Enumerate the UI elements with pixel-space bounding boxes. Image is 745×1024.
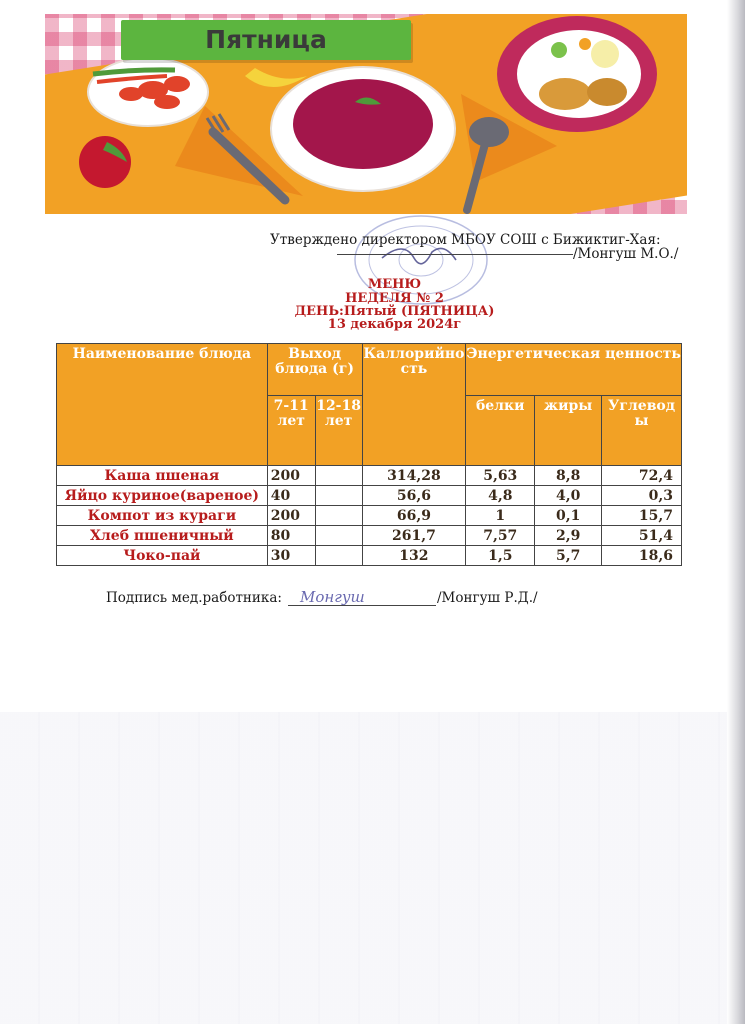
table-row [57,526,682,546]
calories-value: 56,6 [362,486,466,506]
table-row [57,506,682,526]
output-12-18 [315,466,362,486]
output-7-11: 80 [267,526,315,546]
output-12-18 [315,546,362,566]
day-title: Пятница [205,25,327,54]
fat-value: 2,9 [535,526,602,546]
protein-header: белки [466,396,535,466]
calories-value: 261,7 [362,526,466,546]
table-row [57,486,682,506]
soup-bowl-icon [271,67,455,191]
calories-header: Каллорийность [362,344,466,466]
day-label: ДЕНЬ:Пятый (ПЯТНИЦА) [294,304,495,319]
fat-value: 4,0 [535,486,602,506]
protein-value: 1,5 [466,546,535,566]
medic-signature-label: Подпись мед.работника: [106,590,282,606]
energy-header: Энергетическая ценность [466,344,682,396]
menu-title: МЕНЮ [367,277,422,292]
calories-value: 132 [362,546,466,566]
menu-date: 13 декабря 2024г [327,317,462,332]
output-7-11: 200 [267,466,315,486]
output-12-18 [315,506,362,526]
carbs-header: Углеводы [602,396,682,466]
dish-name: Каша пшеная [57,466,268,486]
protein-value: 4,8 [466,486,535,506]
director-signature-line [337,254,573,255]
fat-value: 0,1 [535,506,602,526]
medic-name: /Монгуш Р.Д./ [437,590,538,606]
menu-table [56,343,682,566]
carbs-value: 51,4 [602,526,682,546]
age-7-11-header: 7-11 лет [267,396,315,466]
protein-value: 7,57 [466,526,535,546]
carbs-value: 72,4 [602,466,682,486]
age-12-18-header: 12-18 лет [315,396,362,466]
carbs-value: 18,6 [602,546,682,566]
tomato-plate-icon [88,58,208,126]
dish-name: Хлеб пшеничный [57,526,268,546]
tomato-icon [79,136,131,188]
medic-handwritten-signature: Монгуш [300,588,365,606]
carbs-value: 0,3 [602,486,682,506]
output-12-18 [315,526,362,546]
dish-name: Компот из кураги [57,506,268,526]
fat-value: 5,7 [535,546,602,566]
output-7-11: 40 [267,486,315,506]
director-name: /Монгуш М.О./ [573,246,679,262]
calories-value: 314,28 [362,466,466,486]
menu-banner [45,14,687,214]
dish-name: Яйцо куриное(вареное) [57,486,268,506]
output-12-18 [315,486,362,506]
carbs-value: 15,7 [602,506,682,526]
dish-header: Наименование блюда [57,344,268,466]
week-number: НЕДЕЛЯ № 2 [345,291,444,306]
day-title-tab [121,20,411,60]
scanner-background [0,712,745,1024]
approval-text: Утверждено директором МБОУ СОШ с Бижиктиг-Хая: [270,232,661,248]
output-7-11: 200 [267,506,315,526]
table-row [57,546,682,566]
dish-name: Чоко-пай [57,546,268,566]
scanner-edge [727,0,745,1024]
calories-value: 66,9 [362,506,466,526]
fat-value: 8,8 [535,466,602,486]
protein-value: 1 [466,506,535,526]
output-header: Выход блюда (г) [267,344,362,396]
table-row [57,466,682,486]
output-7-11: 30 [267,546,315,566]
salad-plate-icon [497,16,657,132]
protein-value: 5,63 [466,466,535,486]
fat-header: жиры [535,396,602,466]
